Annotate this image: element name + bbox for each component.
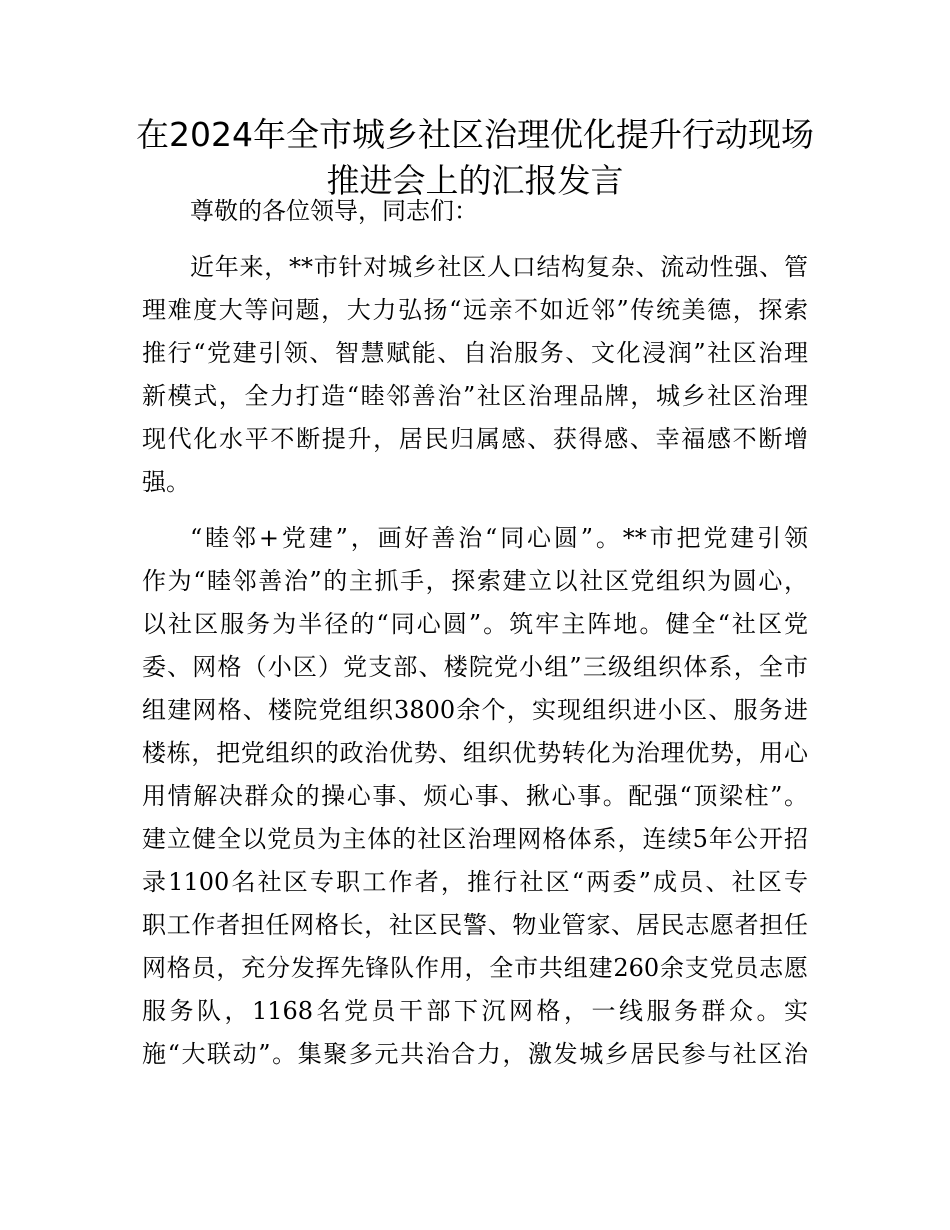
paragraph-line: 强。 <box>142 468 190 496</box>
paragraph-line: 建立健全以党员为主体的社区治理网格体系，连续5年公开招 <box>142 825 808 853</box>
paragraph-line: 服务队，1168名党员干部下沉网格，一线服务群众。实 <box>142 997 808 1025</box>
paragraph-line: 以社区服务为半径的“同心圆”。筑牢主阵地。健全“社区党 <box>142 610 808 638</box>
paragraph-1 <box>142 246 808 504</box>
document-body <box>142 190 808 1076</box>
paragraph-line: 理难度大等问题，大力弘扬“远亲不如近邻”传统美德，探索 <box>142 296 808 324</box>
paragraph-line: 用情解决群众的操心事、烦心事、揪心事。配强“顶梁柱”。 <box>142 782 808 810</box>
paragraph-line: 楼栋，把党组织的政治优势、组织优势转化为治理优势，用心 <box>142 739 808 767</box>
paragraph-line: 现代化水平不断提升，居民归属感、获得感、幸福感不断增 <box>142 425 808 453</box>
paragraph-line: 作为“睦邻善治”的主抓手，探索建立以社区党组织为圆心， <box>142 567 808 595</box>
paragraph-line: 组建网格、楼院党组织3800余个，实现组织进小区、服务进 <box>142 696 808 724</box>
paragraph-line: 新模式，全力打造“睦邻善治”社区治理品牌，城乡社区治理 <box>142 382 808 410</box>
paragraph-line: “睦邻+党建”，画好善治“同心圆”。**市把党建引领 <box>190 524 808 552</box>
paragraph-line: 委、网格（小区）党支部、楼院党小组”三级组织体系，全市 <box>142 653 808 681</box>
title-line: 在2024年全市城乡社区治理优化提升行动现场 <box>136 115 814 154</box>
paragraph-line: 施“大联动”。集聚多元共治合力，激发城乡居民参与社区治 <box>142 1040 808 1068</box>
paragraph-line: 职工作者担任网格长，社区民警、物业管家、居民志愿者担任 <box>142 911 808 939</box>
salutation <box>142 190 808 233</box>
title-line: 推进会上的汇报发言 <box>326 161 624 200</box>
salutation-text: 尊敬的各位领导，同志们： <box>190 197 478 225</box>
paragraph-2 <box>142 517 808 1076</box>
paragraph-line: 录1100名社区专职工作者，推行社区“两委”成员、社区专 <box>142 868 808 896</box>
paragraph-line: 近年来，**市针对城乡社区人口结构复杂、流动性强、管 <box>190 253 808 281</box>
paragraph-line: 网格员，充分发挥先锋队作用，全市共组建260余支党员志愿 <box>142 954 808 982</box>
paragraph-line: 推行“党建引领、智慧赋能、自治服务、文化浸润”社区治理 <box>142 339 808 367</box>
